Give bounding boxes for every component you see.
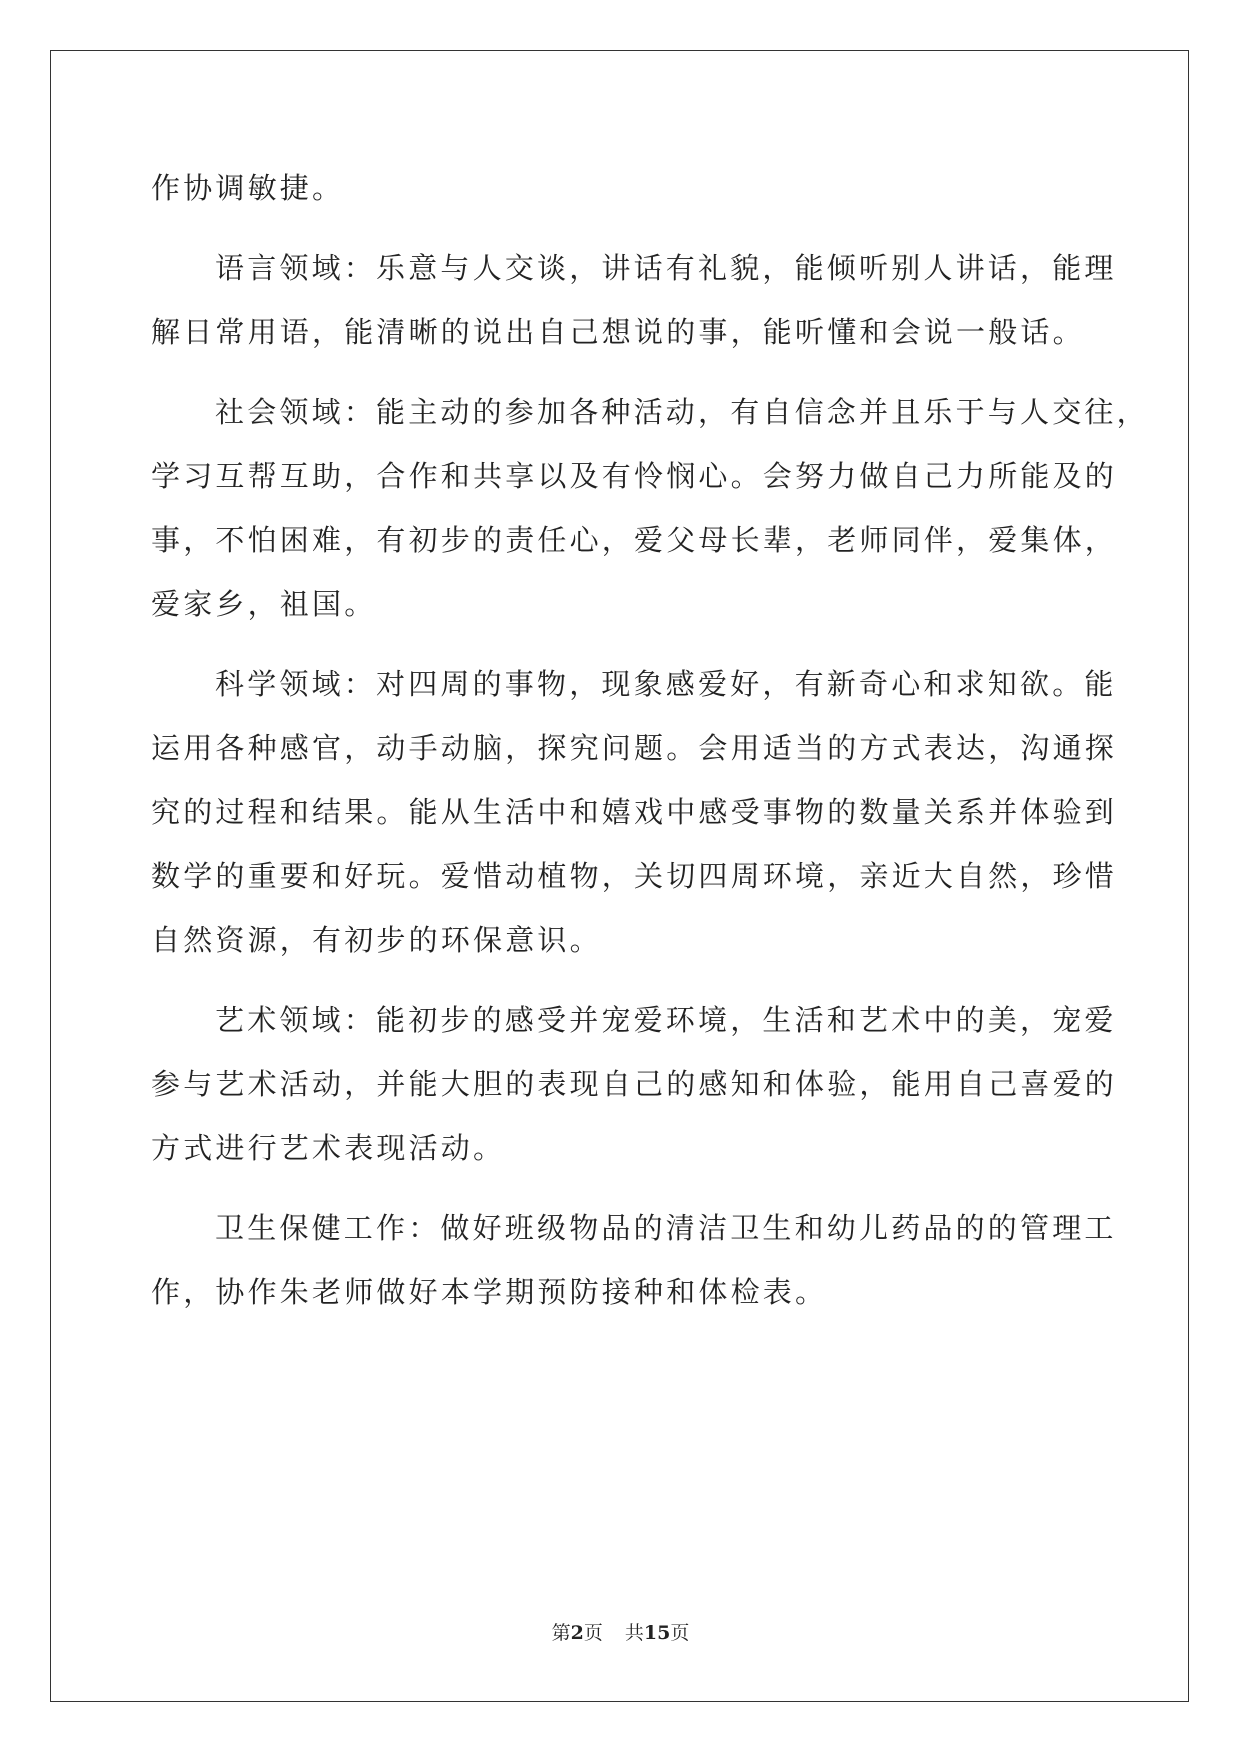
paragraph-line: 科学领域：对四周的事物，现象感爱好，有新奇心和求知欲。能: [215, 667, 1117, 701]
paragraph-line: 方式进行艺术表现活动。: [151, 1131, 506, 1165]
paragraph-line: 卫生保健工作：做好班级物品的清洁卫生和幼儿药品的的管理工: [215, 1211, 1117, 1245]
paragraph-line: 语言领域：乐意与人交谈，讲话有礼貌，能倾听别人讲话，能理: [215, 251, 1117, 285]
paragraph-line: 究的过程和结果。能从生活中和嬉戏中感受事物的数量关系并体验到: [151, 795, 1118, 829]
paragraph-line: 自然资源，有初步的环保意识。: [151, 923, 602, 957]
paragraph-line: 社会领域：能主动的参加各种活动，有自信念并且乐于与人交往，: [215, 395, 1149, 429]
total-suffix: 页: [670, 1622, 690, 1644]
paragraph-line: 爱家乡，祖国。: [151, 587, 377, 621]
paragraph-line: 作，协作朱老师做好本学期预防接种和体检表。: [151, 1275, 828, 1309]
paragraph-line: 参与艺术活动，并能大胆的表现自己的感知和体验，能用自己喜爱的: [151, 1067, 1118, 1101]
page-footer: [0, 1618, 1241, 1645]
paragraph-line: 学习互帮互助，合作和共享以及有怜悯心。会努力做自己力所能及的: [151, 459, 1118, 493]
page-prefix: 第: [551, 1622, 571, 1644]
paragraph-line: 运用各种感官，动手动脑，探究问题。会用适当的方式表达，沟通探: [151, 731, 1118, 765]
page-suffix: 页: [583, 1622, 603, 1644]
page-number: 2: [570, 1622, 584, 1644]
document-body: [151, 156, 1149, 1324]
total-pages: 15: [643, 1622, 671, 1644]
paragraph-line: 数学的重要和好玩。爱惜动植物，关切四周环境，亲近大自然，珍惜: [151, 859, 1118, 893]
total-prefix: 共: [624, 1622, 644, 1644]
paragraph-line: 艺术领域：能初步的感受并宠爱环境，生活和艺术中的美，宠爱: [215, 1003, 1117, 1037]
paragraph-line: 事，不怕困难，有初步的责任心，爱父母长辈，老师同伴，爱集体，: [151, 523, 1118, 557]
paragraph-line: 解日常用语，能清晰的说出自己想说的事，能听懂和会说一般话。: [151, 315, 1085, 349]
paragraph-line: 作协调敏捷。: [151, 171, 345, 205]
